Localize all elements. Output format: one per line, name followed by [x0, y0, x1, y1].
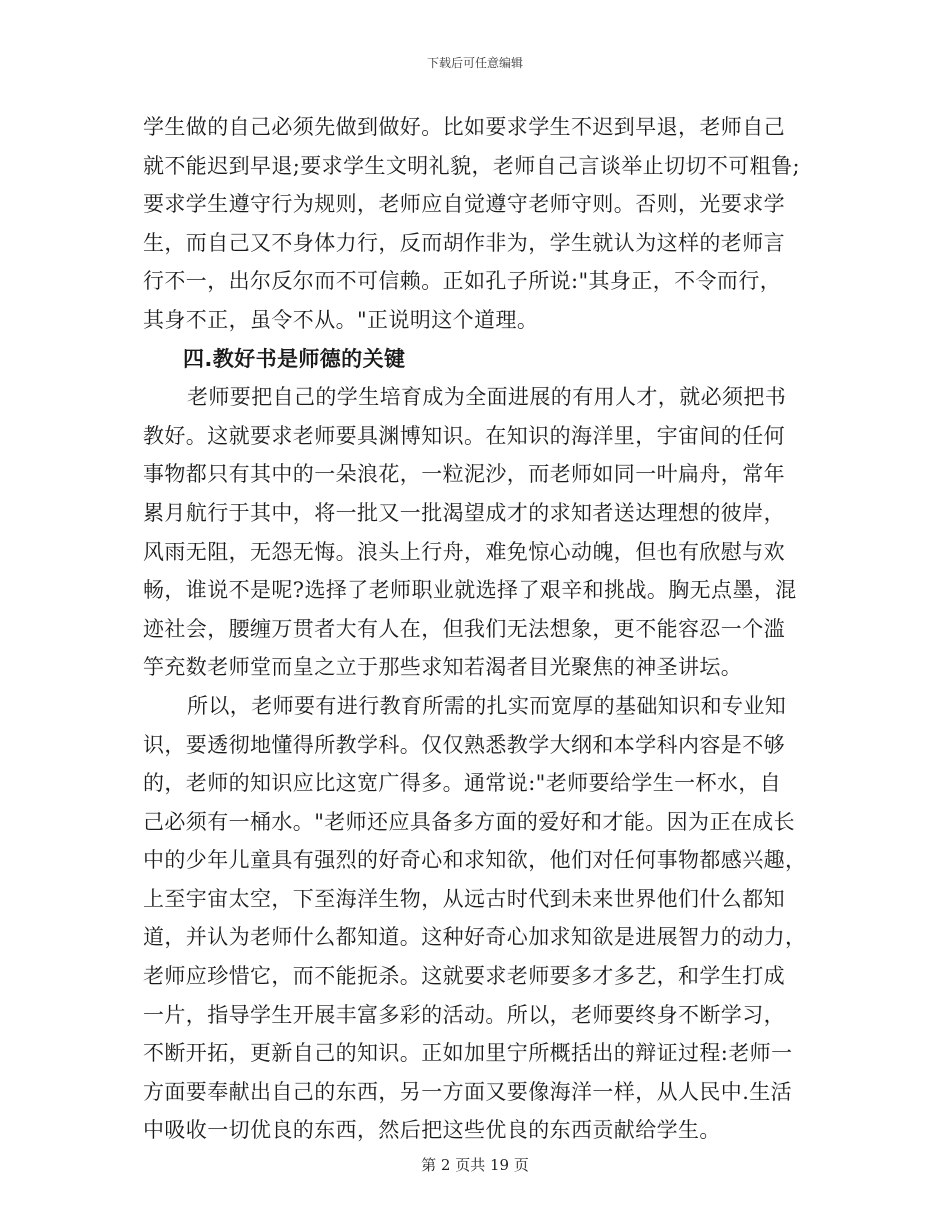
body-line: 方面要奉献出自己的东西，另一方面又要像海洋一样，从人民中.生活: [143, 1079, 793, 1104]
body-line: 就不能迟到早退;要求学生文明礼貌，老师自己言谈举止切切不可粗鲁;: [143, 153, 800, 178]
body-line: 己必须有一桶水。"老师还应具备多方面的爱好和才能。因为正在成长: [143, 809, 796, 834]
body-line: 教好。这就要求老师要具渊博知识。在知识的海洋里，宇宙间的任何: [143, 423, 785, 448]
body-line: 中吸收一切优良的东西，然后把这些优良的东西贡献给学生。: [143, 1118, 721, 1143]
body-line: 识，要透彻地懂得所教学科。仅仅熟悉教学大纲和本学科内容是不够: [143, 732, 785, 757]
document-body: [143, 108, 813, 1150]
body-line: 竽充数老师堂而皇之立于那些求知若渴者目光聚焦的神圣讲坛。: [143, 655, 743, 680]
body-line: 畅，谁说不是呢?选择了老师职业就选择了艰辛和挑战。胸无点墨，混: [143, 578, 797, 603]
body-line: 不断开拓，更新自己的知识。正如加里宁所概括出的辩证过程:老师一: [143, 1041, 793, 1066]
body-line: 一片，指导学生开展丰富多彩的活动。所以，老师要终身不断学习，: [143, 1002, 785, 1027]
paragraph-start-line: 所以，老师要有进行教育所需的扎实而宽厚的基础知识和专业知: [187, 693, 787, 718]
body-line: 的，老师的知识应比这宽广得多。通常说:"老师要给学生一杯水，自: [143, 771, 782, 796]
body-line: 中的少年儿童具有强烈的好奇心和求知欲，他们对任何事物都感兴趣，: [143, 848, 807, 873]
body-line: 迹社会，腰缠万贯者大有人在，但我们无法想象，更不能容忍一个滥: [143, 616, 785, 641]
body-line: 道，并认为老师什么都知道。这种好奇心加求知欲是进展智力的动力，: [143, 925, 807, 950]
body-line: 行不一，出尔反尔而不可信赖。正如孔子所说:"其身正，不令而行，: [143, 269, 782, 294]
body-line: 生，而自己又不身体力行，反而胡作非为，学生就认为这样的老师言: [143, 230, 785, 255]
body-line: 累月航行于其中，将一批又一批渴望成才的求知者送达理想的彼岸，: [143, 500, 785, 525]
body-line: 要求学生遵守行为规则，老师应自觉遵守老师守则。否则，光要求学: [143, 192, 785, 217]
body-line: 事物都只有其中的一朵浪花，一粒泥沙，而老师如同一叶扁舟，常年: [143, 462, 785, 487]
page-header: 下载后可任意编辑: [426, 56, 523, 70]
body-line: 风雨无阻，无怨无悔。浪头上行舟，难免惊心动魄，但也有欣慰与欢: [143, 539, 785, 564]
section-heading: 四.教好书是师德的关键: [183, 346, 406, 371]
paragraph-start-line: 老师要把自己的学生培育成为全面进展的有用人才，就必须把书: [187, 385, 787, 410]
body-line: 老师应珍惜它，而不能扼杀。这就要求老师要多才多艺，和学生打成: [143, 964, 785, 989]
body-line: 上至宇宙太空，下至海洋生物，从远古时代到未来世界他们什么都知: [143, 886, 785, 911]
body-line: 学生做的自己必须先做到做好。比如要求学生不迟到早退，老师自己: [143, 115, 785, 139]
page-number-footer: 第 2 页共 19 页: [421, 1156, 529, 1174]
body-line: 其身不正，虽令不从。"正说明这个道理。: [143, 307, 539, 332]
